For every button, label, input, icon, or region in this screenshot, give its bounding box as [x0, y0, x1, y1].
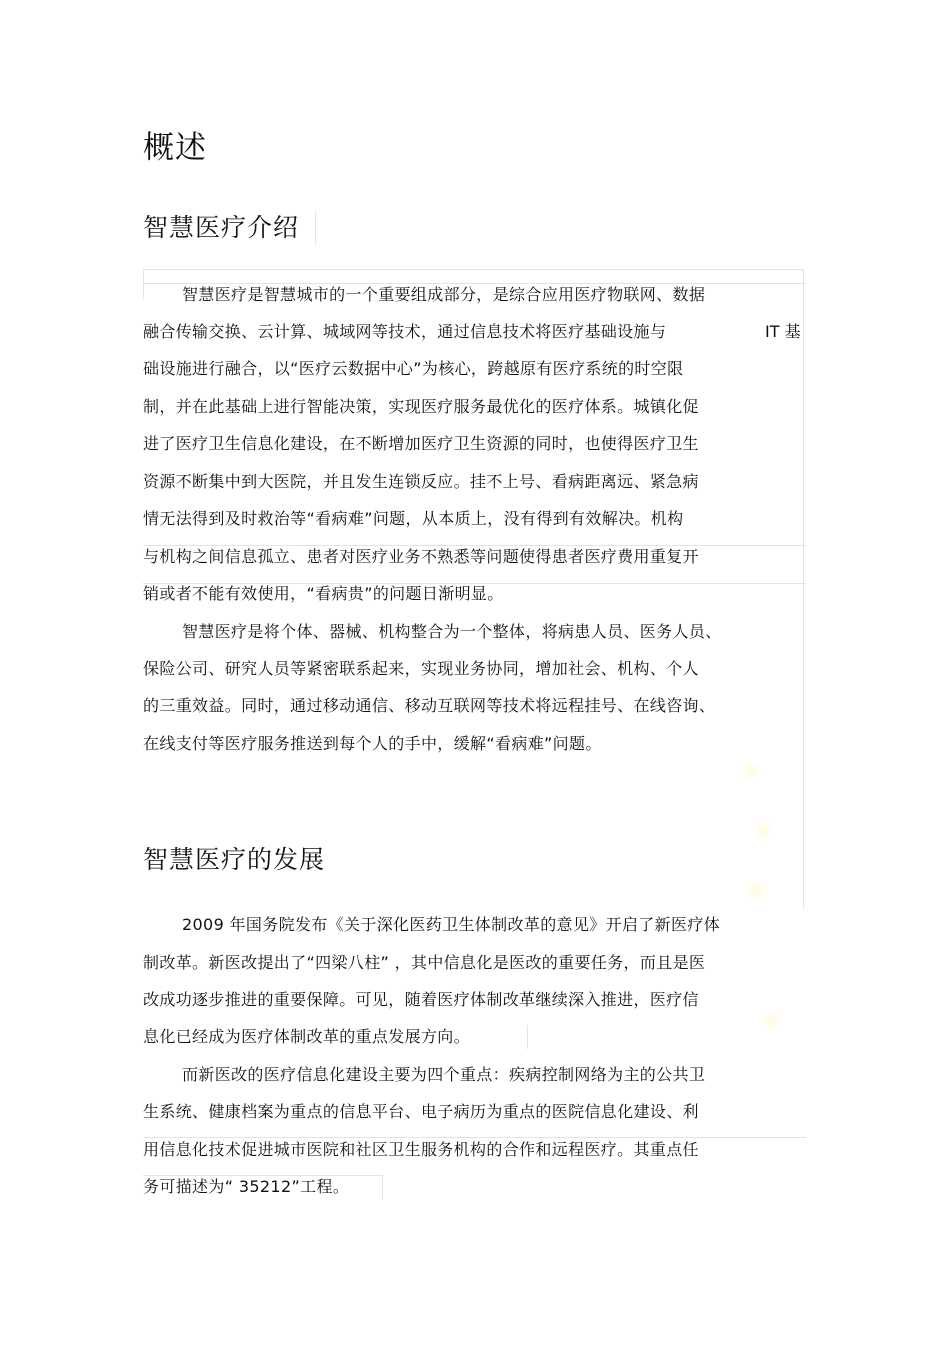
paragraph-line: 制，并在此基础上进行智能决策，实现医疗服务最优化的医疗体系。城镇化促 [143, 397, 699, 416]
paragraph-line: 息化已经成为医疗体制改革的重点发展方向。 [143, 1027, 471, 1046]
paragraph-line: 进了医疗卫生信息化建设，在不断增加医疗卫生资源的同时，也使得医疗卫生 [143, 434, 699, 453]
paragraph-line: 2009 年国务院发布《关于深化医药卫生体制改革的意见》开启了新医疗体 [182, 915, 721, 934]
paragraph-line: 智慧医疗是智慧城市的一个重要组成部分，是综合应用医疗物联网、数据 [182, 285, 706, 304]
frame-line [527, 1025, 528, 1049]
section-heading-development: 智慧医疗的发展 [143, 845, 326, 874]
paragraph-line: 情无法得到及时救治等“看病难”问题，从本质上，没有得到有效解决。机构 [143, 509, 684, 528]
paragraph-line: 础设施进行融合，以“医疗云数据中心”为核心，跨越原有医疗系统的时空限 [143, 359, 684, 378]
frame-line [803, 269, 804, 909]
paragraph-line: 用信息化技术促进城市医院和社区卫生服务机构的合作和远程医疗。其重点任 [143, 1140, 699, 1159]
faint-spot [745, 880, 767, 902]
paragraph-line: 制改革。新医改提出了“四梁八柱” ，其中信息化是医改的重要任务，而且是医 [143, 953, 706, 972]
frame-line [143, 1137, 806, 1138]
paragraph-line: 生系统、健康档案为重点的信息平台、电子病历为重点的医院信息化建设、利 [143, 1102, 699, 1121]
paragraph-line: 销或者不能有效使用，“看病贵”的问题日渐明显。 [143, 584, 504, 603]
frame-line [143, 269, 144, 299]
faint-spot [740, 760, 762, 782]
paragraph-line: 在线支付等医疗服务推送到每个人的手中，缓解“看病难”问题。 [143, 734, 602, 753]
frame-line [382, 1175, 383, 1199]
paragraph-line: 务可描述为“ 35212”工程。 [143, 1177, 350, 1196]
paragraph-line: 与机构之间信息孤立、患者对医疗业务不熟悉等问题使得患者医疗费用重复开 [143, 547, 699, 566]
section-heading-intro: 智慧医疗介绍 [143, 213, 300, 242]
page-title: 概述 [143, 130, 207, 166]
paragraph-line: 资源不断集中到大医院，并且发生连锁反应。挂不上号、看病距离远、紧急病 [143, 472, 699, 491]
faint-spot [752, 820, 774, 842]
paragraph-line: 保险公司、研究人员等紧密联系起来，实现业务协同，增加社会、机构、个人 [143, 659, 699, 678]
paragraph-line: 改成功逐步推进的重要保障。可见，随着医疗体制改革继续深入推进，医疗信 [143, 990, 699, 1009]
paragraph-line-suffix: IT 基 [765, 322, 801, 341]
frame-line [143, 269, 804, 270]
faint-spot [760, 1010, 782, 1032]
paragraph-line: 而新医改的医疗信息化建设主要为四个重点：疾病控制网络为主的公共卫 [182, 1065, 706, 1084]
paragraph-line: 智慧医疗是将个体、器械、机构整合为一个整体，将病患人员、医务人员、 [182, 622, 722, 641]
paragraph-line: 的三重效益。同时，通过移动通信、移动互联网等技术将远程挂号、在线咨询、 [143, 696, 716, 715]
frame-line [315, 211, 316, 245]
paragraph-line: 融合传输交换、云计算、城域网等技术，通过信息技术将医疗基础设施与 [143, 322, 667, 341]
